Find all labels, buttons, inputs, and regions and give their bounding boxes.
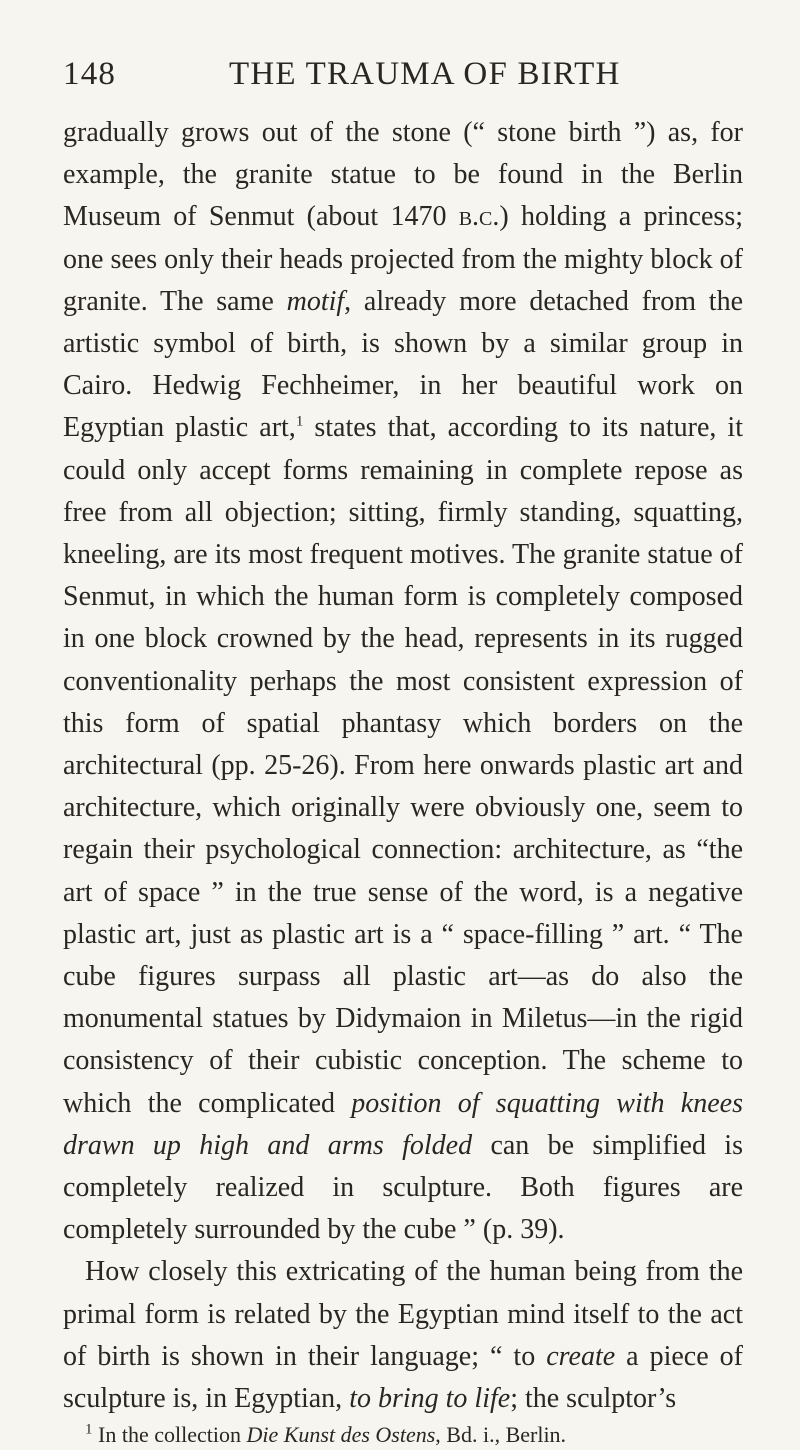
text-run: can be simplified is completely realized in sculpture. Both figures are completely surrounded by the cube ” (p. 39). <box>63 1129 743 1246</box>
text-run: ; the sculptor’s <box>510 1383 677 1415</box>
text-run: , Bd. i., Berlin. <box>435 1422 567 1448</box>
paragraph-2 <box>63 1251 743 1420</box>
text-run: ) holding a princess; one sees only their heads projected from the mighty block of granite. The same <box>63 201 743 317</box>
footnote-mark: 1 <box>85 1421 93 1438</box>
page-number: 148 <box>63 56 117 92</box>
italic-title: Die Kunst des Ostens <box>246 1422 436 1448</box>
italic-term: motif <box>286 285 345 317</box>
footnote <box>63 1420 743 1450</box>
paragraph-1 <box>63 112 743 1251</box>
italic-phrase: position of squatting with knees drawn up high and arms folded <box>63 1087 743 1161</box>
text-run: a piece of sculpture is, in Egyptian, <box>63 1340 743 1415</box>
italic-phrase: to bring to life <box>349 1383 511 1415</box>
text-run: gradually grows out of the stone (“ stone birth ”) as, for example, the granite statue to be found in the Berlin Museum of Senmut (about 1470 <box>63 117 743 233</box>
running-head: THE TRAUMA OF BIRTH <box>229 56 621 92</box>
era-abbreviation: b.c. <box>458 201 500 233</box>
text-run: How closely this extricating of the human being from the primal form is related by the Egyptian mind itself to the act of birth is shown in their language; “ to <box>63 1256 743 1372</box>
text-run: , already more detached from the artistic symbol of birth, is shown by a similar group in Cairo. Hedwig Fechheimer, in her beautiful work on Egyptian plastic art, <box>63 285 744 444</box>
italic-term: create <box>546 1340 616 1372</box>
body-text <box>63 112 743 1420</box>
text-run: In the collection <box>92 1422 247 1448</box>
footnote-reference: 1 <box>295 414 304 431</box>
page-header <box>63 44 743 104</box>
text-run: states that, according to its nature, it could only accept forms remaining in complete repose as free from all objection; sitting, firmly standing, squatting, kneeling, are its most frequent motives. The granite statue of Senmut, in which the human form is completely composed in one block crowned by the head, represents in its rugged conventionality perhaps the most consistent expression of this form of spatial phantasy which borders on the architectural (pp. 25-26). From here onwards plastic art and architecture, which originally were obviously one, seem to regain their psychological connection: architecture, as “the art of space ” in the true sense of the word, is a negative plastic art, just as plastic art is a “ space-filling ” art. “ The cube figures surpass all plastic art—as do also the monumental statues by Didymaion in Miletus—in the rigid consistency of their cubistic conception. The scheme to which the complicated <box>63 412 743 1119</box>
book-page <box>63 44 743 1450</box>
